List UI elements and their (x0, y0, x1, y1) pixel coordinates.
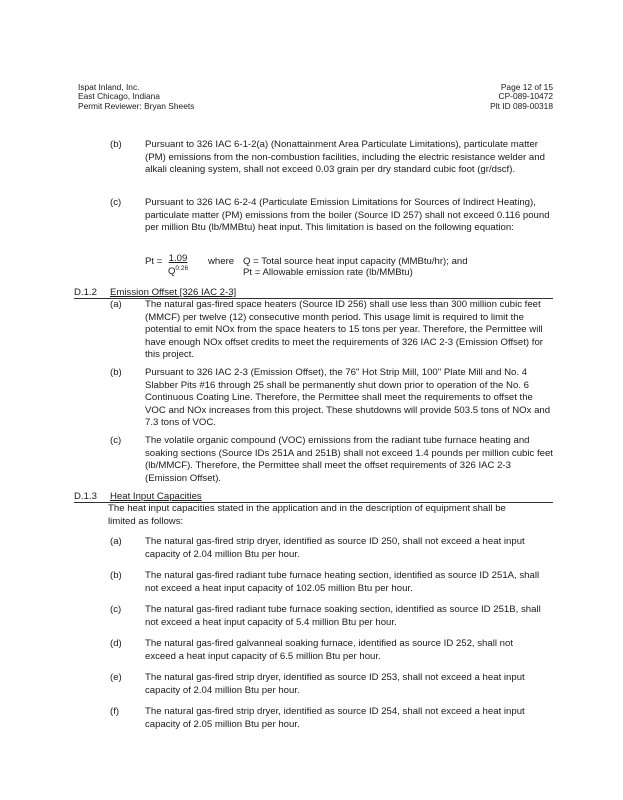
list-item-text: The natural gas-fired galvanneal soaking furnace, identified as source ID 252, shall not exceed a heat input capacity of 6.5 million Btu per hour. (145, 638, 513, 662)
document-header-left (78, 83, 194, 111)
list-item-text: The natural gas-fired radiant tube furnace soaking section, identified as source ID 251B, shall not exceed a heat input capacity of 5.4 million Btu per hour. (145, 604, 541, 628)
list-item-text: The natural gas-fired strip dryer, identified as source ID 253, shall not exceed a heat input capacity of 2.04 million Btu per hour. (145, 672, 525, 696)
paragraph-label: (b) (110, 367, 122, 378)
paragraph-text: Pursuant to 326 IAC 6-2-4 (Particulate Emission Limitations for Sources of Indirect Heating), particulate matter (PM) emissions from the boiler (Source ID 257) shall not exceed 0.116 pound per million Btu (lb/MMBtu) heat input. This limitation is based on the following equation: (145, 197, 550, 234)
equation-q-definition: Q = Total source heat input capacity (MMBtu/hr); and (243, 256, 468, 267)
section-title: Emission Offset [326 IAC 2-3] (110, 287, 237, 298)
list-item-text: The natural gas-fired strip dryer, identified as source ID 250, shall not exceed a heat input capacity of 2.04 million Btu per hour. (145, 536, 525, 560)
list-item-text: The natural gas-fired strip dryer, identified as source ID 254, shall not exceed a heat input capacity of 2.05 million Btu per hour. (145, 706, 525, 730)
equation-exponent: 0.26 (175, 265, 189, 272)
paragraph-label: (a) (110, 299, 122, 310)
list-item-label: (c) (110, 604, 122, 615)
list-item-text: The natural gas-fired radiant tube furnace heating section, identified as source ID 251A, shall not exceed a heat input capacity of 102.05 million Btu per hour. (145, 570, 540, 594)
section-intro: The heat input capacities stated in the application and in the description of equipment shall be limited as follows: (108, 503, 506, 527)
equation (145, 256, 162, 267)
header-page-number: Page 12 of 15 (500, 82, 553, 92)
equation-numerator: 1.09 (168, 253, 188, 264)
section-number: D.1.3 (74, 491, 97, 502)
paragraph-label: (b) (110, 139, 122, 150)
document-header-right (490, 83, 553, 111)
equation-fraction (166, 253, 190, 277)
list-item-label: (f) (110, 706, 120, 717)
paragraph-text: Pursuant to 326 IAC 2-3 (Emission Offset), the 76" Hot Strip Mill, 100" Plate Mill and No. 4 Slabber Pits #16 through 25 shall be permanently shut down prior to operation of the No. 6 Continuous Coating Line. Therefore, the Permittee shall meet the requirements to offset the VOC and NOx increases from this project. These shutdowns will provide 503.5 tons of NOx and 7.3 tons of VOC. (145, 367, 551, 429)
paragraph-label: (c) (110, 197, 122, 208)
paragraph-text: Pursuant to 326 IAC 6-1-2(a) (Nonattainment Area Particulate Limitations), particulate matter (PM) emissions from the non-combustion facilities, including the electric resistance welder and alkali cleaning system, shall not exceed 0.03 grain per dry standard cubic foot (gr/dscf). (145, 139, 545, 176)
equation-where: where (208, 256, 235, 267)
paragraph-label: (c) (110, 435, 122, 446)
header-reviewer: Permit Reviewer: Bryan Sheets (78, 100, 195, 111)
equation-pt: Pt = (145, 256, 163, 267)
list-item-label: (e) (110, 672, 122, 683)
paragraph-text: The natural gas-fired space heaters (Source ID 256) shall use less than 300 million cubic feet (MMCF) per twelve (12) consecutive month period. This usage limit is required to limit the potential to emit NOx from the space heaters to 15 tons per year. Therefore, the Permittee will have enough NOx offset credits to meet the requirements of 326 IAC 2-3 (Emission Offset) for this project. (145, 299, 543, 361)
header-permit-number: CP-089-10472 (498, 91, 553, 102)
list-item-label: (b) (110, 570, 122, 581)
paragraph-text: The volatile organic compound (VOC) emissions from the radiant tube furnace heating and soaking sections (Source IDs 251A and 251B) shall not exceed 1.4 pounds per million cubic feet (lb/MMCF). Therefore, the Permittee shall meet the offset requirements of 326 IAC 2-3 (Emission Offset). (145, 435, 553, 484)
equation-pt-definition: Pt = Allowable emission rate (lb/MMBtu) (243, 267, 413, 278)
header-company: Ispat Inland, Inc. (78, 82, 140, 92)
section-number: D.1.2 (74, 287, 97, 298)
header-location: East Chicago, Indiana (78, 91, 160, 102)
list-item-label: (a) (110, 536, 122, 547)
list-item-label: (d) (110, 638, 122, 649)
equation-denominator: Q (167, 266, 176, 278)
section-title: Heat Input Capacities (110, 491, 202, 502)
header-plant-id: Plt ID 089-00318 (490, 100, 553, 111)
